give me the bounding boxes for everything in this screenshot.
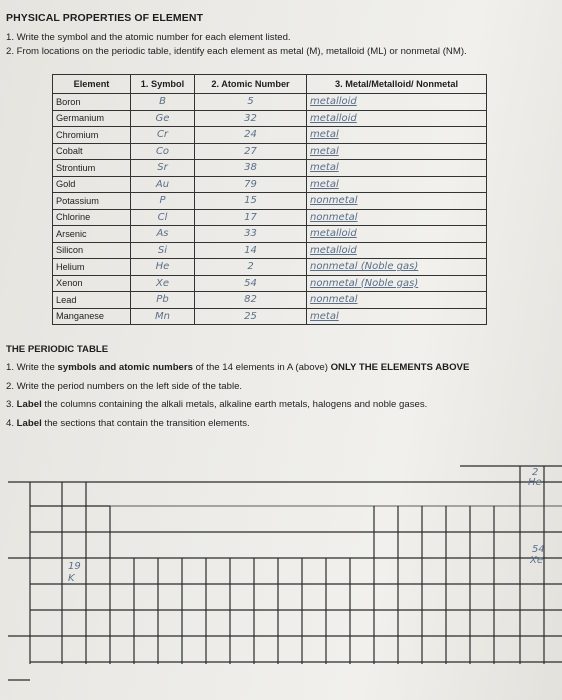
classification-cell: nonmetal (Noble gas) <box>307 259 487 276</box>
header-element: Element <box>53 75 131 94</box>
handwritten-k-number: 19 <box>68 561 81 572</box>
classification-cell: metalloid <box>307 94 487 111</box>
atomic-number-cell: 25 <box>195 308 307 325</box>
atomic-number-cell: 38 <box>195 160 307 177</box>
element-name-cell: Xenon <box>53 275 131 292</box>
table-row <box>53 209 487 226</box>
instr3-part-b: Label <box>16 399 42 410</box>
header-atomic-number: 2. Atomic Number <box>195 75 307 94</box>
symbol-cell: Pb <box>131 292 195 309</box>
symbol-cell: Co <box>131 143 195 160</box>
periodic-instruction-4 <box>6 418 250 429</box>
classification-cell: nonmetal (Noble gas) <box>307 275 487 292</box>
element-name-cell: Silicon <box>53 242 131 259</box>
classification-cell: nonmetal <box>307 193 487 210</box>
table-row <box>53 193 487 210</box>
atomic-number-cell: 32 <box>195 110 307 127</box>
symbol-cell: Sr <box>131 160 195 177</box>
element-name-cell: Germanium <box>53 110 131 127</box>
symbol-cell: As <box>131 226 195 243</box>
element-name-cell: Chromium <box>53 127 131 144</box>
atomic-number-cell: 54 <box>195 275 307 292</box>
header-symbol: 1. Symbol <box>131 75 195 94</box>
classification-cell: nonmetal <box>307 292 487 309</box>
classification-cell: nonmetal <box>307 209 487 226</box>
table-row <box>53 176 487 193</box>
element-name-cell: Potassium <box>53 193 131 210</box>
element-name-cell: Cobalt <box>53 143 131 160</box>
atomic-number-cell: 82 <box>195 292 307 309</box>
handwritten-xe-number: 54 <box>532 544 545 555</box>
symbol-cell: Au <box>131 176 195 193</box>
header-classification: 3. Metal/Metalloid/ Nonmetal <box>307 75 487 94</box>
table-row <box>53 275 487 292</box>
atomic-number-cell: 5 <box>195 94 307 111</box>
symbol-cell: B <box>131 94 195 111</box>
question-1: 1. Write the symbol and the atomic number for each element listed. <box>6 32 291 43</box>
question-2: 2. From locations on the periodic table, identify each element as metal (M), metalloid (ML) or nonmetal (NM). <box>6 46 467 57</box>
symbol-cell: Mn <box>131 308 195 325</box>
element-name-cell: Gold <box>53 176 131 193</box>
periodic-instruction-3 <box>6 399 427 410</box>
handwritten-k-symbol: K <box>68 573 75 584</box>
table-row <box>53 110 487 127</box>
table-row <box>53 226 487 243</box>
atomic-number-cell: 24 <box>195 127 307 144</box>
classification-cell: metal <box>307 308 487 325</box>
table-row <box>53 292 487 309</box>
atomic-number-cell: 14 <box>195 242 307 259</box>
classification-cell: metal <box>307 127 487 144</box>
element-name-cell: Chlorine <box>53 209 131 226</box>
atomic-number-cell: 17 <box>195 209 307 226</box>
symbol-cell: P <box>131 193 195 210</box>
element-name-cell: Arsenic <box>53 226 131 243</box>
symbol-cell: Si <box>131 242 195 259</box>
table-row <box>53 143 487 160</box>
table-row <box>53 127 487 144</box>
instr1-part-a: 1. Write the <box>6 362 58 373</box>
atomic-number-cell: 79 <box>195 176 307 193</box>
classification-cell: metal <box>307 143 487 160</box>
instr4-part-b: Label <box>16 418 42 429</box>
classification-cell: metalloid <box>307 242 487 259</box>
classification-cell: metalloid <box>307 110 487 127</box>
symbol-cell: Cl <box>131 209 195 226</box>
element-name-cell: Boron <box>53 94 131 111</box>
atomic-number-cell: 15 <box>195 193 307 210</box>
classification-cell: metalloid <box>307 226 487 243</box>
handwritten-he-number: 2 <box>532 467 539 478</box>
element-name-cell: Helium <box>53 259 131 276</box>
handwritten-he-symbol: He <box>528 477 542 488</box>
atomic-number-cell: 2 <box>195 259 307 276</box>
element-properties-table <box>52 74 487 325</box>
handwritten-xe-symbol: Xe <box>530 555 544 566</box>
atomic-number-cell: 33 <box>195 226 307 243</box>
periodic-instruction-2: 2. Write the period numbers on the left side of the table. <box>6 381 243 392</box>
instr1-part-c: of the 14 elements in A (above) <box>192 362 331 373</box>
table-row <box>53 160 487 177</box>
blank-periodic-table-grid <box>0 458 562 700</box>
instr4-part-c: the sections that contain the transition elements. <box>41 418 250 429</box>
symbol-cell: Xe <box>131 275 195 292</box>
periodic-instruction-1 <box>6 362 469 373</box>
periodic-table-title: THE PERIODIC TABLE <box>6 344 109 355</box>
instr1-part-d: ONLY THE ELEMENTS ABOVE <box>330 362 470 373</box>
table-row <box>53 242 487 259</box>
classification-cell: metal <box>307 160 487 177</box>
symbol-cell: He <box>131 259 195 276</box>
instr3-part-a: 3. <box>6 399 17 410</box>
instr4-part-a: 4. <box>6 418 17 429</box>
table-row <box>53 94 487 111</box>
table-header-row <box>53 75 487 94</box>
page-title: PHYSICAL PROPERTIES OF ELEMENT <box>6 12 204 24</box>
classification-cell: metal <box>307 176 487 193</box>
instr1-part-b: symbols and atomic numbers <box>57 362 193 373</box>
symbol-cell: Cr <box>131 127 195 144</box>
element-name-cell: Manganese <box>53 308 131 325</box>
element-name-cell: Lead <box>53 292 131 309</box>
instr3-part-c: the columns containing the alkali metals, alkaline earth metals, halogens and noble gases. <box>41 399 428 410</box>
atomic-number-cell: 27 <box>195 143 307 160</box>
element-name-cell: Strontium <box>53 160 131 177</box>
table-row <box>53 308 487 325</box>
symbol-cell: Ge <box>131 110 195 127</box>
table-row <box>53 259 487 276</box>
